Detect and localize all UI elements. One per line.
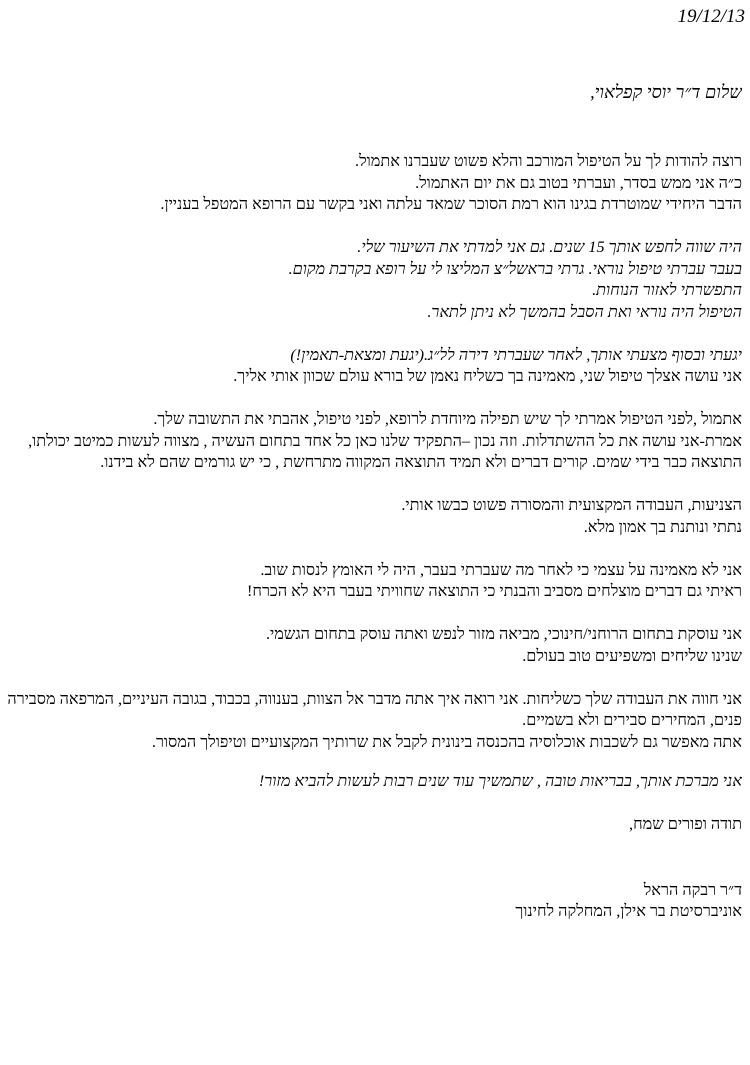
paragraph-mission bbox=[6, 624, 742, 667]
paragraph-line: אמרת-אני עושה את כל ההשתדלות. וזה נכון –התפקיד שלנו כאן כל אחד בתחום העשיה , מצווה לעשות כמיטב יכולתו, התוצאה כבר בידי שמים. קורים דברים ולא תמיד התוצאה המקווה מתרחשת , כי יש גורמים שהם לא בידנו. bbox=[28, 431, 742, 471]
paragraph-history bbox=[6, 237, 742, 323]
paragraph-clinic bbox=[6, 689, 742, 754]
paragraph-line: התפשרתי לאזור הנוחות. bbox=[592, 281, 742, 299]
paragraph-line: הצניעות, העבודה המקצועית והמסורה פשוט כבשו אותי. bbox=[401, 496, 742, 514]
closing-thanks: תודה ופורים שמח, bbox=[629, 815, 742, 833]
paragraph-line: כ״ה אני ממש בסדר, ועברתי בטוב גם את יום האתמול. bbox=[415, 173, 742, 192]
paragraph-line: אתמול ,לפני הטיפול אמרתי לך שיש תפילה מיוחדת לרופא, לפני טיפול, אהבתי את התשובה שלך. bbox=[153, 410, 742, 428]
paragraph-modesty bbox=[6, 495, 742, 538]
paragraph-line: שנינו שליחים ומשפיעים טוב בעולם. bbox=[522, 646, 742, 665]
paragraph-line: רוצה להודות לך על הטיפול המורכב והלא פשוט שעברנו אתמול. bbox=[355, 152, 742, 170]
paragraph-thanks bbox=[6, 151, 742, 216]
paragraph-line: אני לא מאמינה על עצמי כי לאחר מה שעברתי בעבר, היה לי האומץ לנסות שוב. bbox=[260, 560, 742, 579]
paragraph-line: אני חווה את העבודה שלך כשליחות. אני רואה איך אתה מדבר אל הצוות, בענווה, בכבוד, בגובה העיניים, המרפאה מסבירה פנים, המחירים סבירים ולא בשמיים. bbox=[7, 689, 742, 729]
paragraph-line: אתה מאפשר גם לשכבות אוכלוסיה בהכנסה בינונית לקבל את שרותיך המקצועיים וטיפולך המסור. bbox=[151, 732, 742, 751]
greeting: שלום ד״ר יוסי קפלאוי, bbox=[590, 82, 742, 102]
paragraph-line: בעבר עברתי טיפול נוראי. גרתי בראשל״צ המליצו לי על רופא בקרבת מקום. bbox=[288, 259, 742, 278]
signature-name: ד״ר רבקה הראל bbox=[643, 880, 742, 899]
paragraph-line: הדבר היחידי שמוטרדת בגינו הוא רמת הסוכר שמאד עלתה ואני בקשר עם הרופא המטפל בעניין. bbox=[160, 195, 742, 213]
paragraph-courage bbox=[6, 560, 742, 603]
paragraph-line: יגעתי ובסוף מצעתי אותך, לאחר שעברתי דירה לל״ג.(יגעת ומצאת-תאמין!) bbox=[290, 345, 742, 364]
paragraph-line: ראיתי גם דברים מוצלחים מסביב והבנתי כי התוצאה שחוויתי בעבר היא לא הכרח! bbox=[246, 582, 742, 600]
paragraph-line: הטיפול היה נוראי ואת הסבל בהמשך לא ניתן לתאר. bbox=[427, 302, 742, 321]
letter-body bbox=[6, 80, 742, 923]
signature-affiliation: אוניברסיטת בר אילן, המחלקה לחינוך bbox=[515, 902, 742, 920]
blessing: אני מברכת אותך, בבריאות טובה , שתמשיך עוד שנים רבות לעשות להביא מזור! bbox=[258, 772, 742, 790]
paragraph-line: היה שווה לחפש אותך 15 שנים. גם אני למדתי את השיעור שלי. bbox=[357, 238, 742, 256]
paragraph-line: נתתי ונותנת בך אמון מלא. bbox=[583, 517, 742, 536]
paragraph-prayer bbox=[6, 409, 742, 474]
letter-date: 19/12/13 bbox=[677, 6, 745, 27]
paragraph-found bbox=[6, 345, 742, 388]
paragraph-line: אני עוסקת בתחום הרוחני/חינוכי, מביאה מזור לנפש ואתה עוסק בתחום הגשמי. bbox=[265, 625, 742, 643]
paragraph-line: אני עושה אצלך טיפול שני, מאמינה בך כשליח נאמן של בורא עולם שכוון אותי אליך. bbox=[233, 367, 742, 385]
